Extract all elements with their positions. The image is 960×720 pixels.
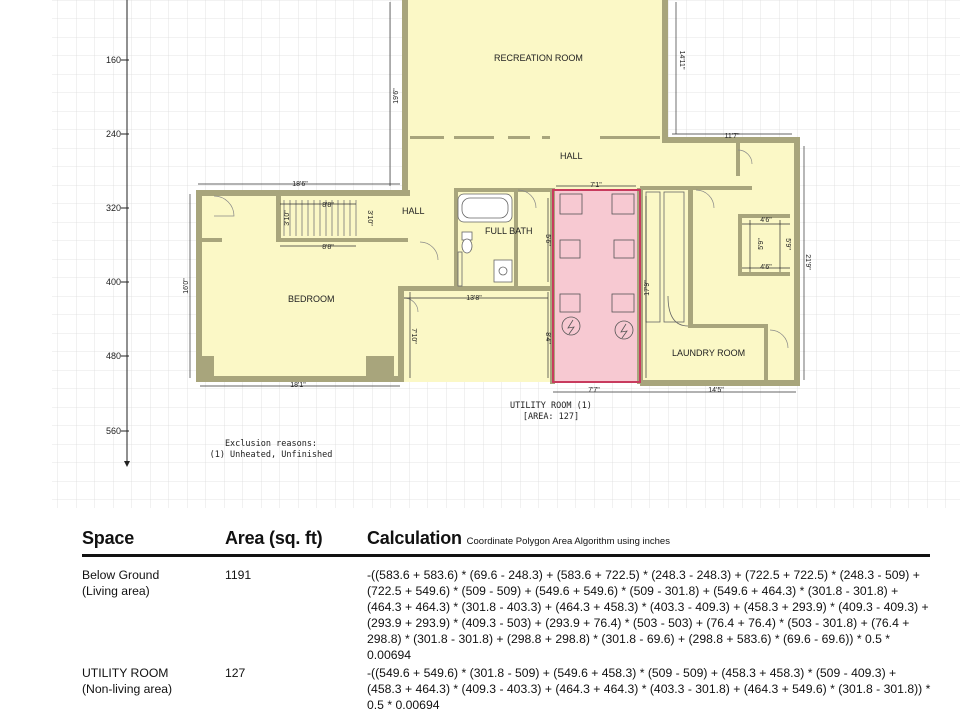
room-label-hall: HALL (560, 151, 583, 161)
table-header (82, 522, 930, 557)
row-area: 127 (225, 666, 246, 680)
row-area: 1191 (225, 568, 252, 582)
ruler-label: 560 (106, 426, 122, 436)
row-calculation: -((583.6 + 583.6) * (69.6 - 248.3) + (583.6 + 722.5) * (248.3 - 248.3) + (722.5 + 722.5) * (248.3 - 509) + (722.5 + 549.6) * (509 - 509) + (549.6 + 549.6) * (509 - 301.8) + (549.6 + 464.3) * (301.8 - 301.8) + (464.3 + 464.3) * (301.8 - 403.3) + (464.3 + 458.3) * (403.3 - 409.3) + (458.3 + 293.9) * (409.3 - 409.3) + (293.9 + 293.9) * (409.3 - 503) + (293.9 + 76.4) * (503 - 503) + (76.4 + 76.4) * (503 - 301.8) + (76.4 + 298.8) * (301.8 - 301.8) + (298.8 + 298.8) * (301.8 - 69.6) + (298.8 + 583.6) * (69.6 - 69.6)) * 0.5 * 0.00694 (367, 568, 929, 662)
row-space-type: (Non-living area) (82, 682, 173, 696)
dimension-label: 4'6" (760, 264, 772, 271)
ruler-label: 240 (106, 129, 122, 139)
exclusion-reason: (1) Unheated, Unfinished (209, 450, 333, 460)
room-label-hall: HALL (402, 206, 425, 216)
ruler-label: 160 (106, 55, 122, 65)
row-space-type: (Living area) (82, 584, 150, 598)
ruler-label: 320 (106, 203, 122, 213)
area-calculation-table (82, 522, 930, 715)
dimension-label: 11'7" (724, 133, 740, 140)
header-calculation-subtitle: Coordinate Polygon Area Algorithm using inches (466, 536, 670, 547)
dimension-label: 7'7" (588, 387, 600, 394)
dimension-label: 18'1" (290, 382, 306, 389)
dimension-label: 17'9" (644, 280, 651, 296)
dimension-label: 16'0" (183, 278, 190, 294)
dimension-label: 4'6" (760, 217, 772, 224)
ruler-label: 480 (106, 351, 122, 361)
dimension-label: 3'10" (366, 210, 373, 226)
row-calculation: -((549.6 + 549.6) * (301.8 - 509) + (549.6 + 458.3) * (509 - 509) + (458.3 + 458.3) * (509 - 409.3) + (458.3 + 464.3) * (409.3 - 403.3) + (464.3 + 464.3) * (403.3 - 301.8) + (464.3 + 549.6) * (301.8 - 301.8)) * 0.5 * 0.00694 (367, 666, 931, 712)
table-row (82, 665, 930, 715)
dimension-label: 8'4" (544, 332, 551, 344)
room-label-full-bath: FULL BATH (485, 226, 533, 236)
utility-room-area-note: [AREA: 127] (522, 412, 580, 422)
dimension-label: 8'8" (322, 244, 334, 251)
dimension-label: 18'6" (292, 181, 308, 188)
header-space: Space (82, 528, 135, 548)
dimension-label: 5'6" (544, 234, 551, 246)
header-area: Area (sq. ft) (225, 528, 323, 548)
dimension-label: 19'6" (393, 88, 400, 104)
dimension-label: 21'9" (804, 254, 811, 270)
dimension-label: 5'9" (758, 238, 765, 250)
row-space: Below Ground (82, 568, 160, 582)
dimension-label: 5'9" (784, 238, 791, 250)
row-space: UTILITY ROOM (82, 666, 169, 680)
dimension-label: 3'10" (284, 210, 291, 226)
dimension-label: 13'8" (466, 295, 482, 302)
dimension-label: 8'8" (322, 202, 334, 209)
exclusion-title: Exclusion reasons: (224, 439, 318, 449)
room-label-laundry: LAUNDRY ROOM (672, 348, 746, 358)
room-label-bedroom: BEDROOM (288, 294, 335, 304)
header-calculation-title: Calculation (367, 528, 462, 548)
dimension-label: 7'1" (590, 182, 602, 189)
header-calculation (367, 528, 670, 549)
table-row (82, 567, 930, 663)
dimension-label: 7'10" (410, 328, 417, 344)
sink-icon (494, 260, 512, 282)
utility-room-fill (553, 190, 640, 382)
room-label-recreation: RECREATION ROOM (494, 53, 583, 63)
dimension-label: 14'5" (708, 387, 724, 394)
utility-room-note: UTILITY ROOM (1) (510, 401, 592, 411)
dimension-label: 14'11" (678, 50, 685, 70)
ruler-label: 400 (106, 277, 122, 287)
